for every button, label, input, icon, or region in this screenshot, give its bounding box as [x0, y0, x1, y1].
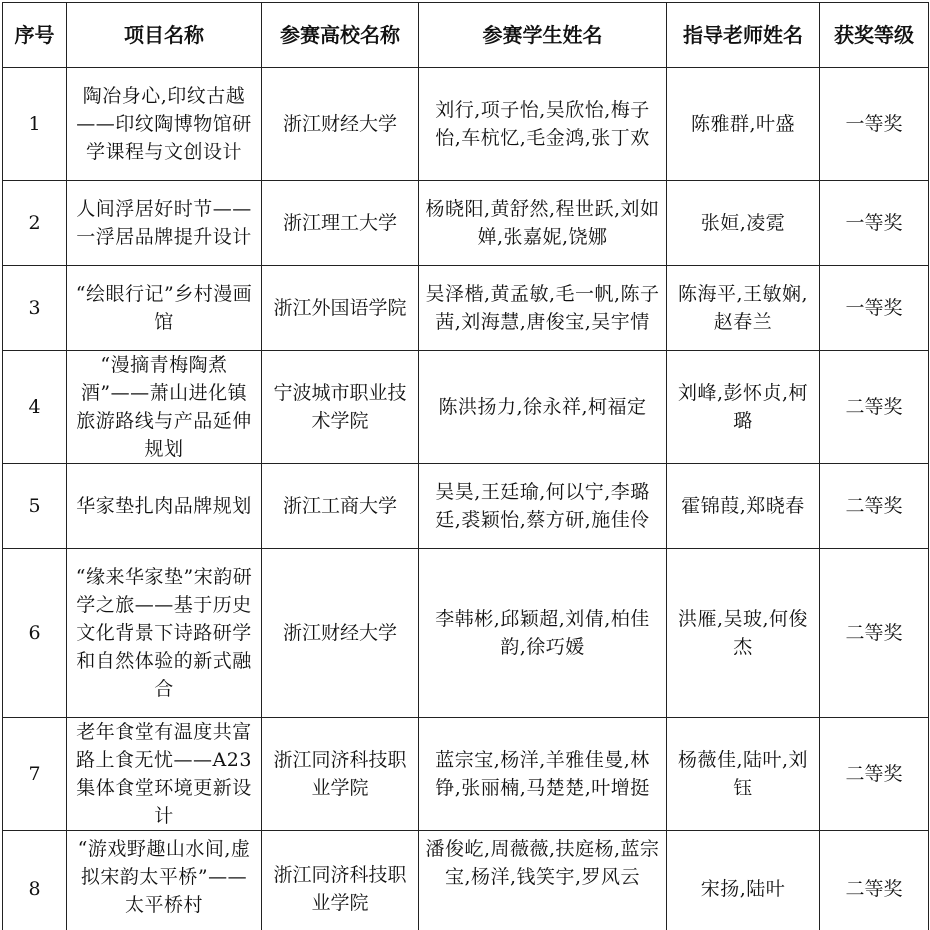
- cell-students: 杨晓阳,黄舒然,程世跃,刘如婵,张嘉妮,饶娜: [419, 181, 667, 266]
- cell-serial-number: 5: [3, 464, 67, 549]
- cell-university: 浙江工商大学: [262, 464, 419, 549]
- cell-university: 浙江财经大学: [262, 549, 419, 718]
- cell-teachers: 陈雅群,叶盛: [667, 68, 820, 181]
- cell-serial-number: 4: [3, 351, 67, 464]
- cell-award-level: 二等奖: [820, 831, 929, 930]
- cell-award-level: 一等奖: [820, 181, 929, 266]
- header-university-name: 参赛高校名称: [262, 3, 419, 68]
- header-serial-number: 序号: [3, 3, 67, 68]
- award-table: [2, 2, 929, 930]
- header-award-level: 获奖等级: [820, 3, 929, 68]
- cell-award-level: 一等奖: [820, 68, 929, 181]
- cell-project-name: “缘来华家垫”宋韵研学之旅——基于历史文化背景下诗路研学和自然体验的新式融合: [67, 549, 262, 718]
- cell-students: 潘俊屹,周薇薇,扶庭杨,蓝宗宝,杨洋,钱笑宇,罗风云: [419, 831, 667, 930]
- cell-teachers: 张姮,凌霓: [667, 181, 820, 266]
- cell-university: 浙江同济科技职业学院: [262, 718, 419, 831]
- cell-university: 浙江理工大学: [262, 181, 419, 266]
- cell-award-level: 二等奖: [820, 351, 929, 464]
- table-row: [3, 351, 929, 464]
- cell-teachers: 陈海平,王敏娴,赵春兰: [667, 266, 820, 351]
- cell-teachers: 霍锦葭,郑晓春: [667, 464, 820, 549]
- cell-project-name: “绘眼行记”乡村漫画馆: [67, 266, 262, 351]
- header-project-name: 项目名称: [67, 3, 262, 68]
- table-row: [3, 831, 929, 930]
- cell-teachers: 杨薇佳,陆叶,刘钰: [667, 718, 820, 831]
- cell-serial-number: 8: [3, 831, 67, 930]
- cell-serial-number: 1: [3, 68, 67, 181]
- cell-serial-number: 7: [3, 718, 67, 831]
- cell-project-name: 陶冶身心,印纹古越——印纹陶博物馆研学课程与文创设计: [67, 68, 262, 181]
- cell-project-name: “漫摘青梅陶煮酒”——萧山进化镇旅游路线与产品延伸规划: [67, 351, 262, 464]
- cell-students: 吴泽楷,黄孟敏,毛一帆,陈子茜,刘海慧,唐俊宝,吴宇情: [419, 266, 667, 351]
- cell-students: 蓝宗宝,杨洋,羊雅佳曼,林铮,张丽楠,马楚楚,叶增挺: [419, 718, 667, 831]
- table-row: [3, 464, 929, 549]
- cell-teachers: 刘峰,彭怀贞,柯璐: [667, 351, 820, 464]
- cell-students: 陈洪扬力,徐永祥,柯福定: [419, 351, 667, 464]
- table-row: [3, 718, 929, 831]
- cell-award-level: 一等奖: [820, 266, 929, 351]
- cell-serial-number: 3: [3, 266, 67, 351]
- header-student-names: 参赛学生姓名: [419, 3, 667, 68]
- table-row: [3, 549, 929, 718]
- table-row: [3, 68, 929, 181]
- cell-project-name: “游戏野趣山水间,虚拟宋韵太平桥”——太平桥村: [67, 831, 262, 930]
- cell-university: 宁波城市职业技术学院: [262, 351, 419, 464]
- cell-university: 浙江外国语学院: [262, 266, 419, 351]
- cell-serial-number: 6: [3, 549, 67, 718]
- table-row: [3, 266, 929, 351]
- cell-project-name: 老年食堂有温度共富路上食无忧——A23集体食堂环境更新设计: [67, 718, 262, 831]
- cell-university: 浙江同济科技职业学院: [262, 831, 419, 930]
- cell-university: 浙江财经大学: [262, 68, 419, 181]
- cell-students: 李韩彬,邱颖超,刘倩,柏佳韵,徐巧媛: [419, 549, 667, 718]
- table-header-row: [3, 3, 929, 68]
- cell-serial-number: 2: [3, 181, 67, 266]
- cell-students: 吴昊,王廷瑜,何以宁,李璐廷,裘颖怡,蔡方研,施佳伶: [419, 464, 667, 549]
- cell-teachers: 洪雁,吴玻,何俊杰: [667, 549, 820, 718]
- header-teacher-names: 指导老师姓名: [667, 3, 820, 68]
- cell-teachers: 宋扬,陆叶: [667, 831, 820, 930]
- table-row: [3, 181, 929, 266]
- cell-award-level: 二等奖: [820, 464, 929, 549]
- cell-award-level: 二等奖: [820, 549, 929, 718]
- cell-project-name: 华家垫扎肉品牌规划: [67, 464, 262, 549]
- cell-award-level: 二等奖: [820, 718, 929, 831]
- cell-students: 刘行,项子怡,吴欣怡,梅子怡,车杭忆,毛金鸿,张丁欢: [419, 68, 667, 181]
- cell-project-name: 人间浮居好时节——一浮居品牌提升设计: [67, 181, 262, 266]
